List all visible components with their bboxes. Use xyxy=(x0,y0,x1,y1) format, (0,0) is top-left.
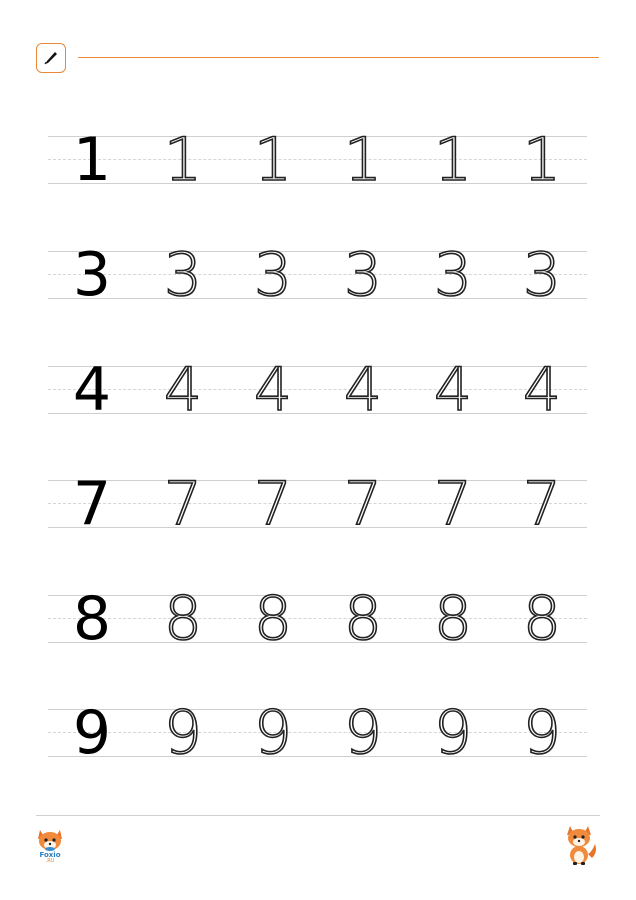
trace-digit: 9 xyxy=(522,698,562,768)
guide-line-mid xyxy=(48,159,587,160)
guide-line-mid xyxy=(48,274,587,275)
trace-digit: 9 xyxy=(253,698,293,768)
model-digit: 7 xyxy=(72,469,112,539)
trace-digit: 1 xyxy=(343,125,383,195)
model-digit: 8 xyxy=(72,584,112,654)
trace-digit: 1 xyxy=(522,125,562,195)
worksheet-row xyxy=(48,240,587,310)
trace-digit: 9 xyxy=(163,698,203,768)
trace-digit: 7 xyxy=(163,469,203,539)
guide-line-top xyxy=(48,709,587,710)
guide-line-mid xyxy=(48,732,587,733)
trace-digit: 1 xyxy=(433,125,473,195)
trace-digit: 8 xyxy=(343,584,383,654)
guide-line-bottom xyxy=(48,527,587,528)
logo-text: Foxio xyxy=(39,851,61,859)
model-digit: 4 xyxy=(72,355,112,425)
footer-rule xyxy=(36,815,600,816)
trace-digit: 7 xyxy=(433,469,473,539)
trace-digit: 3 xyxy=(522,240,562,310)
trace-digit: 4 xyxy=(433,355,473,425)
trace-digit: 3 xyxy=(343,240,383,310)
guide-line-bottom xyxy=(48,642,587,643)
model-digit: 9 xyxy=(72,698,112,768)
trace-digit: 8 xyxy=(253,584,293,654)
guide-line-top xyxy=(48,251,587,252)
guide-line-top xyxy=(48,136,587,137)
trace-digit: 8 xyxy=(163,584,203,654)
trace-digit: 1 xyxy=(253,125,293,195)
guide-line-mid xyxy=(48,618,587,619)
guide-line-mid xyxy=(48,389,587,390)
logo-subtext: .RU xyxy=(45,858,55,864)
worksheet-row xyxy=(48,355,587,425)
trace-digit: 1 xyxy=(163,125,203,195)
trace-digit: 4 xyxy=(343,355,383,425)
guide-line-bottom xyxy=(48,183,587,184)
model-digit: 1 xyxy=(72,125,112,195)
trace-digit: 3 xyxy=(433,240,473,310)
worksheet-row xyxy=(48,125,587,195)
model-digit: 3 xyxy=(72,240,112,310)
trace-digit: 3 xyxy=(163,240,203,310)
trace-digit: 4 xyxy=(163,355,203,425)
trace-digit: 7 xyxy=(253,469,293,539)
worksheet-row xyxy=(48,584,587,654)
trace-digit: 9 xyxy=(433,698,473,768)
guide-line-bottom xyxy=(48,756,587,757)
guide-line-mid xyxy=(48,503,587,504)
worksheet-row xyxy=(48,698,587,768)
guide-line-bottom xyxy=(48,413,587,414)
guide-line-top xyxy=(48,480,587,481)
guide-line-bottom xyxy=(48,298,587,299)
guide-line-top xyxy=(48,366,587,367)
trace-digit: 4 xyxy=(522,355,562,425)
trace-digit: 8 xyxy=(433,584,473,654)
trace-digit: 9 xyxy=(343,698,383,768)
trace-digit: 3 xyxy=(253,240,293,310)
trace-digit: 4 xyxy=(253,355,293,425)
trace-digit: 7 xyxy=(522,469,562,539)
trace-digit: 8 xyxy=(522,584,562,654)
worksheet-row xyxy=(48,469,587,539)
trace-digit: 7 xyxy=(343,469,383,539)
guide-line-top xyxy=(48,595,587,596)
fox-mascot-icon xyxy=(562,822,598,866)
